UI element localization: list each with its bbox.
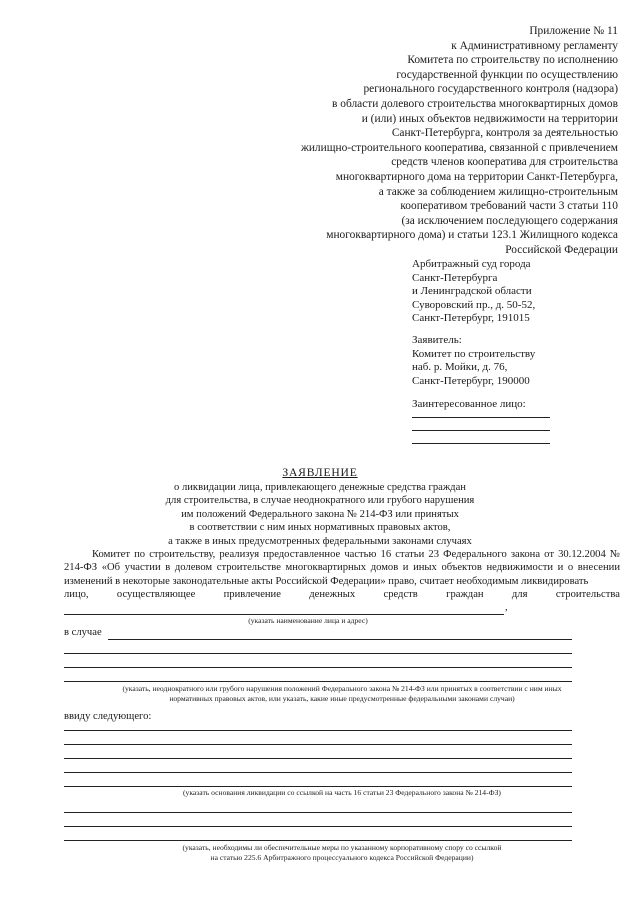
measures-line[interactable] — [64, 812, 572, 813]
body-word: средств — [383, 589, 418, 600]
body-paragraph: Комитет по строительству, реализуя предоставленное частью 16 статьи 23 Федерального закона от 30.12.2004 № 214-ФЗ «Об участии в долевом строительстве многоквартирных домов и иных объектов недвижимости и о внесении изменений в некоторые законодательные акты Российской Федерации» право, считает необходимым ликвидировать — [64, 549, 620, 587]
court-line: Арбитражный суд города — [412, 258, 531, 270]
body-word: денежных — [309, 589, 356, 600]
appendix-line: Приложение № 11 — [529, 25, 618, 37]
appendix-line: (за исключением последующего содержания — [401, 214, 618, 227]
interested-party-label: Заинтересованное лицо: — [412, 398, 526, 410]
appendix-line: и (или) иных объектов недвижимости на территории — [361, 112, 618, 125]
interested-party-line[interactable] — [412, 417, 550, 418]
appendix-line: государственной функции по осуществлению — [396, 68, 618, 81]
document-title: ЗАЯВЛЕНИЕ — [282, 466, 358, 479]
entity-name-comma: , — [505, 602, 508, 613]
subject-line: а также в иных предусмотренных федеральными законами случаях — [168, 535, 472, 547]
body-last-line — [64, 588, 620, 601]
court-line: Санкт-Петербург, 191015 — [412, 312, 530, 325]
violation-line[interactable] — [64, 681, 572, 682]
applicant-line: Санкт-Петербург, 190000 — [412, 374, 530, 387]
violation-caption: нормативных правовых актов, или указать, какие иные предусмотренные федеральными законами случаи) — [169, 694, 515, 703]
body-word: осуществляющее — [116, 589, 196, 600]
appendix-line: жилищно-строительного кооператива, связанной с привлечением — [300, 141, 618, 154]
interested-party-line[interactable] — [412, 430, 550, 431]
appendix-line: Комитета по строительству по исполнению — [407, 54, 618, 67]
entity-name-caption: (указать наименование лица и адрес) — [248, 616, 368, 625]
applicant-line: Комитет по строительству — [412, 347, 536, 360]
body-word: строительства — [555, 589, 620, 600]
measures-line[interactable] — [64, 826, 572, 827]
court-address — [412, 258, 535, 326]
court-line: Суворовский пр., д. 50-52, — [412, 298, 536, 311]
appendix-line: кооперативом требований части 3 статьи 110 — [400, 200, 618, 213]
appendix-header — [258, 24, 618, 258]
appendix-line: многоквартирного дома) и статьи 123.1 Жилищного кодекса — [326, 229, 618, 242]
interested-party-line[interactable] — [412, 443, 550, 444]
grounds-line[interactable] — [64, 730, 572, 731]
appendix-line: в области долевого строительства многоквартирных домов — [332, 97, 618, 110]
violation-line[interactable] — [108, 639, 572, 640]
in-case-label: в случае — [64, 627, 102, 638]
body-word: лицо, — [64, 589, 89, 600]
grounds-line[interactable] — [64, 744, 572, 745]
appendix-line: регионального государственного контроля (надзора) — [363, 83, 618, 96]
measures-caption: на статью 225.6 Арбитражного процессуального кодекса Российской Федерации) — [210, 853, 474, 862]
body-word: граждан — [446, 589, 484, 600]
grounds-caption: (указать основания ликвидации со ссылкой на часть 16 статьи 23 Федерального закона № 214-ФЗ) — [183, 788, 501, 797]
appendix-line: Санкт-Петербурга, контроля за деятельностью — [391, 127, 618, 140]
entity-name-line[interactable] — [64, 614, 504, 615]
grounds-line[interactable] — [64, 758, 572, 759]
appendix-line: к Административному регламенту — [451, 39, 618, 52]
violation-line[interactable] — [64, 667, 572, 668]
grounds-line[interactable] — [64, 772, 572, 773]
applicant-line: наб. р. Мойки, д. 76, — [412, 361, 508, 374]
court-line: и Ленинградской области — [412, 285, 532, 298]
subject-line: в соответствии с ним иных нормативных правовых актов, — [189, 522, 451, 534]
subject-line: о ликвидации лица, привлекающего денежные средства граждан — [174, 482, 466, 493]
document-subject — [100, 481, 540, 548]
body-word: для — [511, 589, 528, 600]
applicant-block — [412, 334, 535, 388]
subject-line: им положений Федерального закона № 214-ФЗ или принятых — [181, 508, 459, 520]
appendix-line: а также за соблюдением жилищно-строительным — [378, 185, 618, 198]
grounds-line[interactable] — [64, 786, 572, 787]
body-word: привлечение — [223, 589, 281, 600]
subject-line: для строительства, в случае неоднократного или грубого нарушения — [165, 495, 475, 507]
appendix-line: многоквартирного дома на территории Санкт-Петербурга, — [335, 170, 618, 183]
appendix-line: средств членов кооператива для строительства — [391, 156, 618, 169]
measures-caption: (указать, необходимы ли обеспечительные меры по указанному корпоративному спору со ссылкой — [182, 843, 502, 852]
court-line: Санкт-Петербурга — [412, 271, 498, 284]
measures-line[interactable] — [64, 840, 572, 841]
due-to-label: ввиду следующего: — [64, 711, 152, 722]
violation-caption: (указать, неоднократного или грубого нарушения положений Федерального закона № 214-ФЗ или принятых в соответствии с ним иных — [122, 684, 562, 693]
appendix-line: Российской Федерации — [505, 243, 618, 256]
applicant-label: Заявитель: — [412, 334, 462, 346]
violation-line[interactable] — [64, 653, 572, 654]
